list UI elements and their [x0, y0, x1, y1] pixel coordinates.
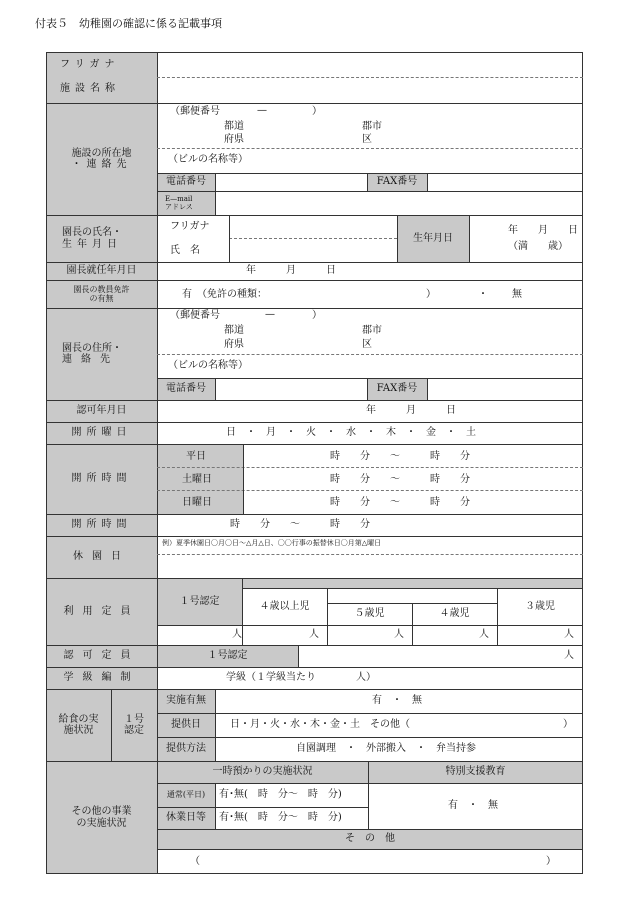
row-line — [46, 667, 583, 668]
tel-label-2: 電話番号 — [166, 383, 206, 395]
meal-days-label: 提供日 — [171, 719, 201, 731]
approved-person-unit: 人 — [564, 650, 574, 661]
todofuken-1b: 都道 — [224, 325, 244, 336]
col-line — [367, 173, 368, 191]
fax-label: FAX番号 — [376, 176, 418, 188]
meal-impl-value: 有 ・ 無 — [372, 695, 422, 706]
row-line — [157, 829, 583, 830]
row-line — [46, 262, 583, 263]
dir-address-line2: 連絡先 — [62, 354, 119, 365]
sunday-time: 時 分 ～ 時 分 — [330, 497, 470, 508]
approval-date-label: 認可年月日 — [76, 405, 127, 417]
age4plus-person-unit: 人 — [309, 629, 319, 640]
special-support-label: 特別支援教育 — [445, 766, 506, 778]
dashed-line — [157, 554, 583, 555]
saturday-time: 時 分 ～ 時 分 — [330, 474, 470, 485]
weekday-time: 時 分 ～ 時 分 — [330, 451, 470, 462]
gunshi-2b: 区 — [362, 339, 372, 350]
temp-care-normal-value: 有･無( 時 分～ 時 分) — [219, 789, 342, 800]
holiday-label: 休園日 — [73, 551, 130, 563]
postal-close: ） — [312, 106, 322, 117]
row-line — [46, 422, 583, 423]
postal-dash-2: — — [265, 309, 275, 320]
meal-cat-line1: １号 — [124, 713, 144, 725]
age4plus-label: ４歳以上児 — [259, 600, 310, 612]
meal-impl-label: 実施有無 — [166, 695, 206, 707]
other-open: （ — [190, 856, 200, 867]
dashed-line — [157, 148, 583, 149]
open-hours2-label: 開所時間 — [71, 519, 132, 531]
birth-ymd: 年 月 日 — [508, 225, 578, 236]
postal-label: （郵便番号 — [170, 106, 220, 117]
age5-label: ５歳児 — [354, 608, 385, 620]
row-line — [157, 191, 583, 192]
col-line — [368, 761, 369, 829]
cat1-person-unit: 人 — [232, 629, 242, 640]
row-line — [46, 308, 583, 309]
director-furigana: フリガナ — [170, 221, 210, 232]
building-label-2: （ビルの名称等） — [168, 360, 248, 371]
other-label-line2: の実施状況 — [76, 817, 127, 829]
todofuken-1: 都道 — [224, 121, 244, 132]
age3-label: ３歳児 — [525, 600, 555, 612]
age5-person-unit: 人 — [394, 629, 404, 640]
dir-address-line1: 園長の住所・ — [62, 342, 122, 354]
appointment-value: 年 月 日 — [246, 265, 336, 276]
row-line — [46, 578, 583, 579]
row-line — [157, 378, 583, 379]
age3-person-unit: 人 — [564, 629, 574, 640]
todofuken-2: 府県 — [224, 134, 244, 145]
meal-days-value: 日・月・火・水・木・金・土 その他（ — [230, 719, 410, 730]
director-name: 氏 名 — [170, 245, 200, 256]
row-line — [46, 215, 583, 216]
license-label-line2: の有無 — [89, 294, 114, 303]
holiday-work-label: 休業日等 — [166, 812, 206, 824]
open-days-label: 開所曜日 — [71, 427, 132, 439]
open-days-value: 日 ・ 月 ・ 火 ・ 水 ・ 木 ・ 金 ・ 土 — [226, 427, 476, 438]
open-hours-label: 開所時間 — [71, 473, 132, 485]
open-hours2-time: 時 分 ～ 時 分 — [230, 519, 370, 530]
postal-dash: — — [257, 105, 267, 116]
col-line — [397, 215, 398, 262]
facility-name-label: 施設名称 — [60, 83, 120, 94]
col-line — [427, 173, 428, 191]
col-line — [298, 645, 299, 667]
dashed-line — [157, 490, 583, 491]
meal-label-line2: 施状況 — [63, 725, 94, 736]
age3-cell — [497, 588, 583, 625]
row-line — [46, 536, 583, 537]
row-line — [46, 280, 583, 281]
age4-label: ４歳児 — [439, 608, 470, 620]
col-line — [243, 444, 244, 514]
other-close: ） — [546, 856, 556, 867]
gunshi-2: 区 — [362, 134, 372, 145]
row-line — [157, 625, 583, 626]
row-line — [157, 783, 583, 784]
class-value: 学級（１学級当たり 人） — [226, 672, 376, 683]
row-line — [46, 689, 583, 690]
category1-label: １号認定 — [179, 595, 220, 607]
postal-label-2: （郵便番号 — [170, 310, 220, 321]
email-label-line1: E—mail — [165, 194, 193, 203]
dashed-line — [157, 467, 583, 468]
license-yes: 有 （免許の種類： — [182, 289, 267, 300]
dashed-line — [157, 77, 583, 78]
saturday-label: 土曜日 — [182, 474, 212, 485]
age4-cell — [412, 603, 497, 625]
row-line — [46, 514, 583, 515]
normal-day-label: 通常(平日) — [166, 790, 206, 800]
row-line — [46, 400, 583, 401]
gunshi-1: 郡市 — [362, 121, 382, 132]
meal-label-line1: 給食の実 — [58, 713, 99, 725]
row-line — [46, 103, 583, 104]
col-line — [111, 689, 112, 761]
col-line — [427, 378, 428, 400]
address-label-line1: 施設の所在地 — [71, 147, 132, 159]
approval-date-value: 年 月 日 — [366, 405, 456, 416]
license-no: 無 — [512, 289, 522, 300]
other-label-line1: その他の事業 — [71, 806, 132, 817]
temp-care-label: 一時預かりの実施状況 — [212, 766, 313, 778]
age-label: （満 歳） — [508, 241, 568, 252]
age4plus-cell — [242, 588, 327, 625]
meal-method-label: 提供方法 — [166, 743, 206, 755]
birthdate-label: 生年月日 — [413, 232, 453, 244]
meal-method-value: 自園調理 ・ 外部搬入 ・ 弁当持参 — [296, 743, 476, 754]
col-line — [469, 215, 470, 262]
col-line — [367, 378, 368, 400]
weekday-label: 平日 — [186, 451, 206, 462]
class-label: 学級編制 — [63, 672, 140, 684]
row-line — [157, 807, 368, 808]
meal-days-close: ） — [563, 719, 573, 730]
license-close: ） — [426, 289, 436, 300]
fax-label-2: FAX番号 — [376, 383, 418, 395]
special-support-value: 有 ・ 無 — [448, 800, 498, 811]
col-line — [215, 689, 216, 761]
gunshi-1b: 郡市 — [362, 325, 382, 336]
building-label: （ビルの名称等） — [168, 154, 248, 165]
age5-cell — [327, 603, 412, 625]
email-label-line2: アドレス — [165, 203, 193, 211]
holiday-example: 例）夏季休園日〇月〇日～△月△日、〇〇行事の振替休日〇月第△曜日 — [162, 539, 382, 547]
row-line — [46, 761, 583, 762]
form-title: 付表５ 幼稚園の確認に係る記載事項 — [35, 17, 222, 30]
col-line — [215, 378, 216, 400]
approved-cat1-label: １号認定 — [207, 650, 248, 662]
label-column-divider — [157, 52, 158, 874]
col-line — [215, 783, 216, 829]
todofuken-2b: 府県 — [224, 339, 244, 350]
dashed-line — [229, 238, 397, 239]
age4-person-unit: 人 — [479, 629, 489, 640]
row-line — [157, 713, 583, 714]
meal-cat-line2: 認定 — [124, 725, 144, 736]
postal-close-2: ） — [312, 310, 322, 321]
approved-capacity-label: 認可定員 — [63, 650, 140, 662]
license-label-line1: 園長の教員免許 — [73, 284, 130, 294]
address-label-line2: ・連絡先 — [71, 159, 132, 170]
sunday-label: 日曜日 — [182, 497, 212, 508]
license-dot: ・ — [478, 289, 488, 300]
row-line — [46, 645, 583, 646]
dashed-line — [157, 354, 583, 355]
appointment-label: 園長就任年月日 — [66, 265, 137, 277]
director-label-line1: 園長の氏名・ — [62, 227, 122, 238]
col-line — [215, 173, 216, 215]
tel-label: 電話番号 — [166, 176, 206, 188]
furigana-label: フリガナ — [60, 59, 120, 70]
temp-care-holiday-value: 有･無( 時 分～ 時 分) — [219, 812, 342, 823]
col-line — [229, 215, 230, 262]
other-label: そ の 他 — [345, 833, 395, 845]
row-line — [157, 737, 583, 738]
capacity-label: 利用定員 — [63, 605, 140, 617]
row-line — [157, 849, 583, 850]
row-line — [46, 444, 583, 445]
director-label-line2: 生年月日 — [62, 238, 122, 250]
row-line — [157, 173, 583, 174]
